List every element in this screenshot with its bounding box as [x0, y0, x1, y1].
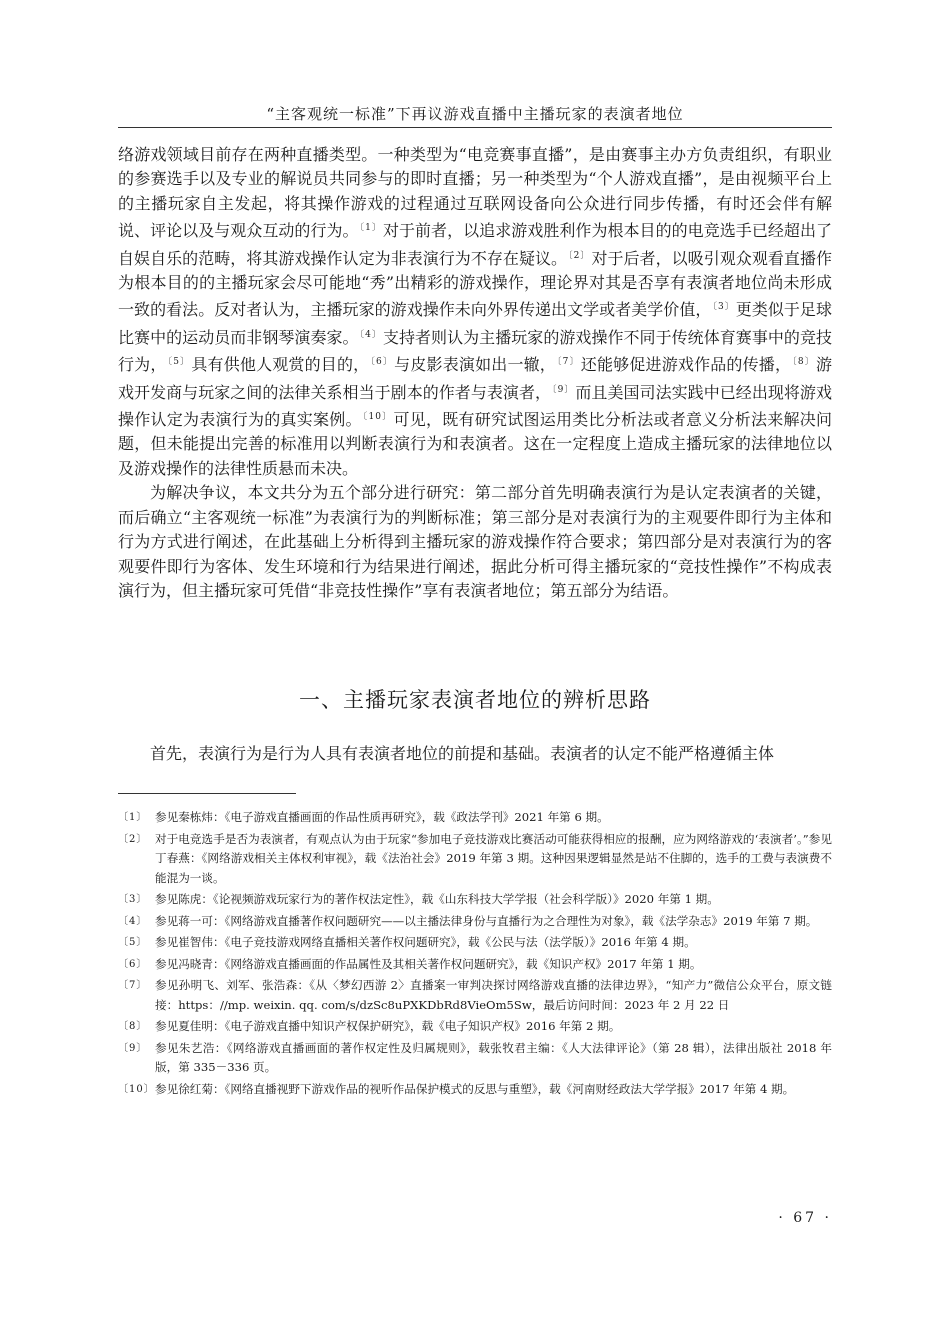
text-segment: 具有供他人观赏的目的， [191, 355, 370, 375]
footnote-text: 对于电竞选手是否为表演者，有观点认为由于玩家“参加电子竞技游戏比赛活动可能获得相应的报酬，应为网络游戏的‘表演者’。”参见丁春燕：《网络游戏相关主体权利审视》，载《法治社会》2019 年第 3 期。这种因果逻辑显然是站不住脚的，选手的工费与表演费不能混为一谈。 [155, 831, 832, 885]
footnote-ref: 〔3〕 [712, 302, 735, 313]
text-segment: 可见，既有研究试图运用类比分析法或者意义分析法来解决问题，但未能提出完善的标准用以判断表演行为和表演者。这在一定程度上造成主播玩家的法律地位以及游戏操作的法律性质悬而未决。 [118, 410, 832, 478]
footnote-item [118, 955, 832, 975]
footnote-ref: 〔9〕 [552, 384, 575, 395]
text-segment: 游戏开发商与玩家之间的法律关系相当于剧本的作者与表演者， [118, 355, 832, 402]
footnote-item [118, 1039, 832, 1078]
footnote-item [118, 890, 832, 910]
text-segment: 对于后者，以吸引观众观看直播作为根本目的的主播玩家会尽可能地“秀”出精彩的游戏操作，理论界对其是否享有表演者地位尚未形成一致的看法。反对者认为，主播玩家的游戏操作未向外界传递出文学或者美学价值， [118, 248, 832, 320]
footnote-ref: 〔2〕 [568, 250, 591, 261]
footnote-number: 〔4〕 [118, 915, 148, 927]
footnote-text: 参见孙明飞、刘军、张浩森：《从〈梦幻西游 2〉直播案一审判决探讨网络游戏直播的法律边界》，“知产力”微信公众平台，原文链接：https：//mp. weixin. qq. com/s/dzSc8uPXKDbRd8VieOm5Sw，最后访问时间：2023 年 2 月 22 日 [155, 978, 832, 1012]
footnote-ref: 〔4〕 [359, 329, 382, 340]
footnote-text: 参见秦栋炜：《电子游戏直播画面的作品性质再研究》，载《政法学刊》2021 年第 6 期。 [155, 810, 609, 824]
footnote-ref: 〔1〕 [359, 223, 382, 234]
text-segment: 络游戏领域目前存在两种直播类型。一种类型为“电竞赛事直播”，是由赛事主办方负责组织，有职业的参赛选手以及专业的解说员共同参与的即时直播；另一种类型为“个人游戏直播”，是由视频平台上的主播玩家自主发起，将其操作游戏的过程通过互联网设备向公众进行同步传播，有时还会伴有解说、评论以及与观众互动的行为。 [118, 145, 832, 241]
footnotes [118, 808, 832, 1101]
paragraph-1 [118, 143, 832, 481]
footnote-number: 〔2〕 [118, 833, 148, 845]
section-heading: 一、主播玩家表演者地位的辨析思路 [299, 688, 651, 712]
header-divider [118, 127, 832, 128]
footnote-number: 〔3〕 [118, 894, 148, 905]
page-number: · 67 · [778, 1210, 832, 1226]
footnote-text: 参见徐红菊：《网络直播视野下游戏作品的视听作品保护模式的反思与重塑》，载《河南财经政法大学学报》2017 年第 4 期。 [155, 1081, 795, 1096]
text-segment: 对于前者，以追求游戏胜利作为根本目的的电竞选手已经超出了自娱自乐的范畴，将其游戏操作认定为非表演行为不存在疑议。 [118, 221, 832, 268]
footnote-ref: 〔7〕 [557, 357, 580, 368]
footnote-number: 〔6〕 [118, 958, 148, 970]
running-head-title: “主客观统一标准”下再议游戏直播中主播玩家的表演者地位 [266, 105, 684, 123]
footnote-item [118, 976, 832, 1015]
text-segment: 还能够促进游戏作品的传播， [580, 355, 792, 375]
footnote-number: 〔10〕 [118, 1083, 155, 1095]
footnote-item [118, 830, 832, 889]
footnote-ref: 〔8〕 [792, 357, 815, 368]
footnote-item [118, 808, 832, 828]
footnote-divider [118, 793, 296, 794]
footnote-ref: 〔6〕 [370, 357, 394, 368]
footnote-text: 参见冯晓青：《网络游戏直播画面的作品属性及其相关著作权问题研究》，载《知识产权》2017 年第 1 期。 [155, 956, 702, 971]
text-segment: 与皮影表演如出一辙， [394, 355, 556, 375]
main-text [118, 143, 832, 603]
footnote-item [118, 933, 832, 953]
footnote-ref: 〔10〕 [362, 412, 393, 423]
footnote-number: 〔5〕 [118, 937, 148, 948]
paragraph-3: 首先，表演行为是行为人具有表演者地位的前提和基础。表演者的认定不能严格遵循主体 [150, 744, 775, 763]
text-segment: 支持者则认为主播玩家的游戏操作不同于传统体育赛事中的竞技行为， [118, 327, 832, 375]
footnote-text: 参见蒋一可：《网络游戏直播著作权问题研究——以主播法律身份与直播行为之合理性为对象》，载《法学杂志》2019 年第 7 期。 [155, 913, 818, 928]
footnote-ref: 〔5〕 [167, 357, 191, 368]
footnote-text: 参见陈虎：《论视频游戏玩家行为的著作权法定性》，载《山东科技大学学报（社会科学版）》2020 年第 1 期。 [155, 892, 719, 906]
footnote-text: 参见夏佳明：《电子游戏直播中知识产权保护研究》，载《电子知识产权》2016 年第 2 期。 [155, 1019, 621, 1033]
footnote-item [118, 912, 832, 932]
footnote-number: 〔9〕 [118, 1042, 148, 1054]
footnote-number: 〔1〕 [118, 812, 148, 823]
text-segment: 而且美国司法实践中已经出现将游戏操作认定为表演行为的真实案例。 [118, 382, 832, 430]
footnote-number: 〔8〕 [118, 1021, 148, 1032]
footnote-item [118, 1080, 832, 1100]
footnote-number: 〔7〕 [118, 980, 148, 991]
footnote-text: 参见朱艺浩：《网络游戏直播画面的著作权定性及归属规则》，载张牧君主编：《人大法律评论》（第 28 辑），法律出版社 2018 年版，第 335－336 页。 [155, 1040, 832, 1074]
text-segment: 更类似于足球比赛中的运动员而非钢琴演奏家。 [118, 300, 832, 347]
paragraph-2: 为解决争议，本文共分为五个部分进行研究：第二部分首先明确表演行为是认定表演者的关键，而后确立“主客观统一标准”为表演行为的判断标准；第三部分是对表演行为的主观要件即行为主体和行为方式进行阐述，在此基础上分析得到主播玩家的游戏操作符合要求；第四部分是对表演行为的客观要件即行为客体、发生环境和行为结果进行阐述，据此分析可得主播玩家的“竞技性操作”不构成表演行为，但主播玩家可凭借“非竞技性操作”享有表演者地位；第五部分为结语。 [118, 483, 832, 600]
footnote-text: 参见崔智伟：《电子竞技游戏网络直播相关著作权问题研究》，载《公民与法（法学版）》2016 年第 4 期。 [155, 935, 696, 949]
footnote-item [118, 1017, 832, 1037]
